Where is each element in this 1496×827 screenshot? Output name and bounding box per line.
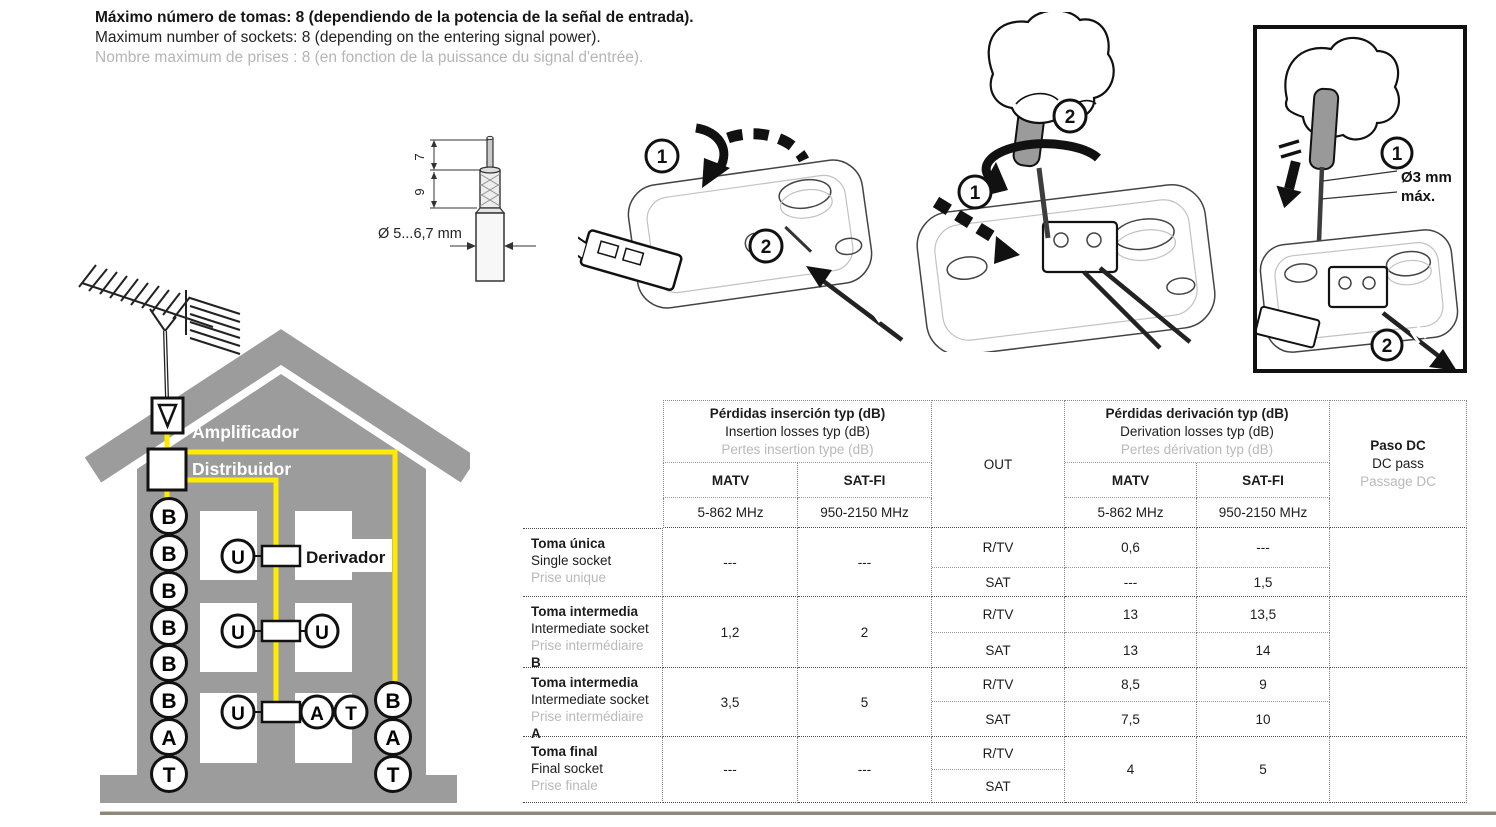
- dim-braid-label: 9: [412, 188, 427, 196]
- out-sat: SAT: [932, 568, 1065, 597]
- cell-deriv-matv-rtv: 13: [1065, 597, 1197, 633]
- distributor-box: [148, 449, 186, 490]
- outlet-letter: B: [161, 543, 177, 566]
- intro-line-es: Máximo número de tomas: 8 (dependiendo de la potencia de la señal de entrada).: [95, 9, 694, 26]
- outlet-letter: T: [386, 764, 400, 787]
- distributor-label: Distribuidor: [192, 459, 292, 479]
- connector-flap: [1257, 306, 1320, 348]
- cell-deriv-satfi-rtv: 9: [1197, 668, 1330, 702]
- outlet-letter: T: [162, 764, 176, 787]
- cell-deriv-matv-sat: 7,5: [1065, 702, 1197, 737]
- install-diagram-3-frame: [1253, 25, 1467, 373]
- step-1-number: 1: [969, 183, 981, 204]
- row-label-final-socket: Toma final Final socket Prise finale: [523, 737, 663, 803]
- outlet-letter: A: [161, 727, 177, 750]
- cell-ins-matv: 1,2: [663, 597, 798, 668]
- insertion-header-fr: Pertes insertion type (dB): [721, 441, 874, 457]
- cell-ins-satfi: 5: [798, 668, 932, 737]
- outlet-letter: U: [231, 548, 245, 569]
- outlet-letter: B: [161, 617, 177, 640]
- cell-ins-matv: ---: [663, 737, 798, 803]
- freq-matv: 5-862 MHz: [663, 498, 798, 528]
- cell-dc-pass: [1330, 737, 1467, 803]
- outlet-letter: B: [385, 690, 401, 713]
- outlet-letter: U: [231, 623, 245, 644]
- row-label-intermediate-b: Toma intermedia Intermediate socket Prise intermédiaire B: [523, 597, 663, 668]
- screwdriver-handle: [1309, 88, 1339, 169]
- screwdriver-shaft: [1319, 167, 1322, 241]
- outlet-letter: U: [315, 623, 329, 644]
- freq-satfi: 950-2150 MHz: [798, 498, 932, 528]
- cable-break-marks: [1411, 326, 1426, 343]
- insertion-losses-header: [663, 400, 932, 463]
- cell-ins-matv: ---: [663, 528, 798, 597]
- install-diagram-3: [1257, 29, 1463, 369]
- outlet-letter: B: [161, 506, 177, 529]
- out-rtv: R/TV: [932, 597, 1065, 633]
- cell-deriv-matv: 4: [1065, 737, 1197, 803]
- col-header-matv: MATV: [1065, 463, 1197, 498]
- rotation-dashes: [728, 134, 804, 160]
- step-1-number: 1: [1391, 144, 1403, 165]
- insertion-header-es: Pérdidas inserción typ (dB): [709, 405, 886, 421]
- max-diameter-note-1: Ø3 mm: [1401, 169, 1452, 186]
- derivation-losses-header: [1065, 400, 1330, 463]
- dim-pin-label: 7: [412, 153, 427, 161]
- cell-deriv-satfi-rtv: ---: [1197, 528, 1330, 568]
- row-label-single-socket: Toma única Single socket Prise unique: [523, 528, 663, 597]
- cell-deriv-satfi-sat: 10: [1197, 702, 1330, 737]
- cell-deriv-matv-sat: ---: [1065, 568, 1197, 597]
- outlet-letter: A: [385, 727, 401, 750]
- insertion-header-en: Insertion losses typ (dB): [725, 423, 870, 439]
- step-2-number: 2: [1064, 107, 1076, 128]
- note-leader-lines: [1321, 171, 1397, 199]
- hand-outline: [1285, 38, 1399, 140]
- step-1-number: 1: [656, 147, 668, 168]
- cell-ins-matv: 3,5: [663, 668, 798, 737]
- cell-deriv-matv-rtv: 8,5: [1065, 668, 1197, 702]
- col-header-matv: MATV: [663, 463, 798, 498]
- outlet-letter: B: [161, 653, 177, 676]
- max-diameter-note-2: máx.: [1401, 188, 1436, 205]
- cell-dc-pass: [1330, 668, 1467, 737]
- cell-ins-satfi: ---: [798, 528, 932, 597]
- connector-block: [1329, 267, 1387, 307]
- cell-deriv-satfi-sat: 14: [1197, 633, 1330, 668]
- out-rtv: R/TV: [932, 668, 1065, 702]
- close-flap-arrowhead: [994, 236, 1020, 264]
- cable-jacket: [476, 213, 504, 281]
- freq-matv: 5-862 MHz: [1065, 498, 1197, 528]
- cable-center-pin: [487, 138, 493, 170]
- cell-deriv-matv-sat: 13: [1065, 633, 1197, 668]
- cell-ins-satfi: ---: [798, 737, 932, 803]
- out-sat: SAT: [932, 633, 1065, 668]
- freq-satfi: 950-2150 MHz: [1197, 498, 1330, 528]
- step-2-number: 2: [1381, 336, 1393, 357]
- antenna-icon: [79, 265, 240, 354]
- col-header-satfi: SAT-FI: [1197, 463, 1330, 498]
- outlet-letter: B: [161, 690, 177, 713]
- page-divider-rule: [100, 811, 1496, 815]
- connector-flap: [578, 225, 682, 291]
- cell-deriv-satfi: 5: [1197, 737, 1330, 803]
- push-dashes: [1279, 141, 1301, 157]
- dc-header-es: Paso DC: [1370, 438, 1426, 453]
- cell-deriv-matv-rtv: 0,6: [1065, 528, 1197, 568]
- losses-table: [523, 400, 1467, 803]
- row-label-intermediate-a: Toma intermedia Intermediate socket Prise intermédiaire A: [523, 668, 663, 737]
- out-sat: SAT: [932, 702, 1065, 737]
- connector-block: [1043, 222, 1117, 272]
- push-arrow: [1272, 158, 1309, 211]
- intro-text: [95, 8, 694, 68]
- dc-pass-header: [1330, 400, 1467, 528]
- dc-header-fr: Passage DC: [1360, 474, 1436, 489]
- cell-dc-pass: [1330, 528, 1467, 597]
- cell-ins-satfi: 2: [798, 597, 932, 668]
- derivation-header-es: Pérdidas derivación typ (dB): [1105, 405, 1289, 421]
- step-2-number: 2: [760, 237, 772, 258]
- out-rtv: R/TV: [932, 737, 1065, 770]
- outlet-letter: U: [231, 704, 245, 725]
- hand-outline: [989, 12, 1114, 123]
- intro-line-en: Maximum number of sockets: 8 (depending on the entering signal power).: [95, 29, 601, 46]
- out-rtv: R/TV: [932, 528, 1065, 568]
- out-header: OUT: [932, 400, 1065, 528]
- dimension-lines: [430, 140, 488, 208]
- cable-diameter-label: Ø 5...6,7 mm: [378, 226, 462, 242]
- cell-dc-pass: [1330, 597, 1467, 668]
- outlet-letter: A: [310, 704, 324, 725]
- install-diagram-2: [898, 12, 1233, 352]
- outlet-letter: T: [345, 704, 357, 725]
- outlet-letter: B: [161, 580, 177, 603]
- cell-deriv-satfi-rtv: 13,5: [1197, 597, 1330, 633]
- intro-line-fr: Nombre maximum de prises : 8 (en fonction de la puissance du signal d'entrée).: [95, 49, 644, 66]
- amplifier-label: Amplificador: [192, 422, 299, 442]
- house-distribution-diagram: [70, 258, 470, 808]
- out-sat: SAT: [932, 770, 1065, 803]
- install-diagram-1: [578, 112, 908, 347]
- derivador-label: Derivador: [306, 548, 386, 567]
- dc-header-en: DC pass: [1372, 456, 1424, 471]
- derivation-header-en: Derivation losses typ (dB): [1120, 423, 1274, 439]
- col-header-satfi: SAT-FI: [798, 463, 932, 498]
- cell-deriv-satfi-sat: 1,5: [1197, 568, 1330, 597]
- derivation-header-fr: Pertes dérivation typ (dB): [1120, 441, 1274, 457]
- cable-line: [814, 274, 902, 340]
